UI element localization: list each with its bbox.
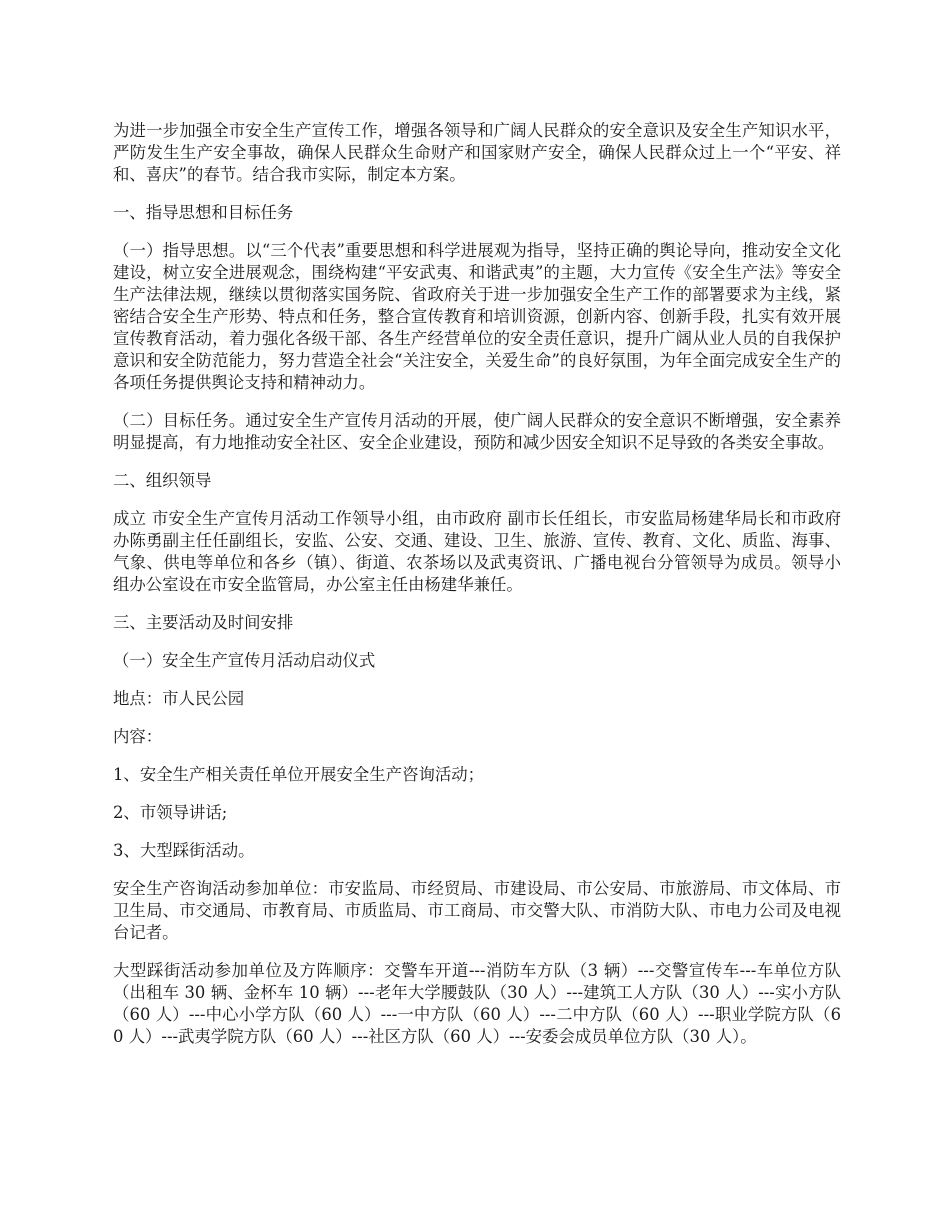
intro-paragraph: 为进一步加强全市安全生产宣传工作，增强各领导和广阔人民群众的安全意识及安全生产知识水平，严防发生生产安全事故，确保人民群众生命财产和国家财产安全，确保人民群众过上一个“平安、祥和、喜庆”的春节。结合我市实际，制定本方案。 (113, 121, 841, 184)
consulting-units-paragraph: 安全生产咨询活动参加单位：市安监局、市经贸局、市建设局、市公安局、市旅游局、市文体局、市卫生局、市交通局、市教育局、市质监局、市工商局、市交警大队、市消防大队、市电力公司及电视台记者。 (113, 879, 841, 942)
list-item-3: 3、大型踩街活动。 (113, 841, 255, 860)
section-heading-2: 二、组织领导 (113, 471, 212, 490)
parade-order-paragraph: 大型踩街活动参加单位及方阵顺序：交警车开道---消防车方队（3 辆）---交警宣传车---车单位方队（出租车 30 辆、金杯车 10 辆）---老年大学腰鼓队（30 人）---建筑工人方队（30 人）---实小方队（60 人）---中心小学方队（60 人）---一中方队（60 人）---二中方队（60 人）---职业学院方队（60 人）---武夷学院方队（60 人）---社区方队（60 人）---安委会成员单位方队（30 人）。 (113, 961, 841, 1046)
section-heading-1: 一、指导思想和目标任务 (113, 203, 294, 222)
guiding-ideology-paragraph: （一）指导思想。以“三个代表”重要思想和科学进展观为指导，坚持正确的舆论导向，推动安全文化建设，树立安全进展观念，围绕构建“平安武夷、和谐武夷”的主题，大力宣传《安全生产法》等安全生产法律法规，继续以贯彻落实国务院、省政府关于进一步加强安全生产工作的部署要求为主线，紧密结合安全生产形势、特点和任务，整合宣传教育和培训资源，创新内容、创新手段，扎实有效开展宣传教育活动，着力强化各级干部、各生产经营单位的安全责任意识，提升广阔从业人员的自我保护意识和安全防范能力，努力营造全社会“关注安全，关爱生命”的良好氛围，为年全面完成安全生产的各项任务提供舆论支持和精神动力。 (113, 241, 841, 392)
list-item-1: 1、安全生产相关责任单位开展安全生产咨询活动； (113, 765, 485, 784)
document-body (113, 120, 841, 1064)
section-heading-3: 三、主要活动及时间安排 (113, 613, 294, 632)
location-line: 地点：市人民公园 (113, 689, 245, 708)
content-label: 内容： (113, 727, 163, 746)
list-item-2: 2、市领导讲话; (113, 803, 228, 822)
subheading-launch-ceremony: （一）安全生产宣传月活动启动仪式 (113, 651, 376, 670)
organization-paragraph: 成立 市安全生产宣传月活动工作领导小组，由市政府 副市长任组长，市安监局杨建华局长和市政府办陈勇副主任任副组长，安监、公安、交通、建设、卫生、旅游、宣传、教育、文化、质监、海事、气象、供电等单位和各乡（镇）、街道、农茶场以及武夷资讯、广播电视台分管领导为成员。领导小组办公室设在市安全监管局，办公室主任由杨建华兼任。 (113, 509, 841, 594)
target-tasks-paragraph: （二）目标任务。通过安全生产宣传月活动的开展，使广阔人民群众的安全意识不断增强，安全素养明显提高，有力地推动安全社区、安全企业建设，预防和减少因安全知识不足导致的各类安全事故。 (113, 411, 841, 452)
